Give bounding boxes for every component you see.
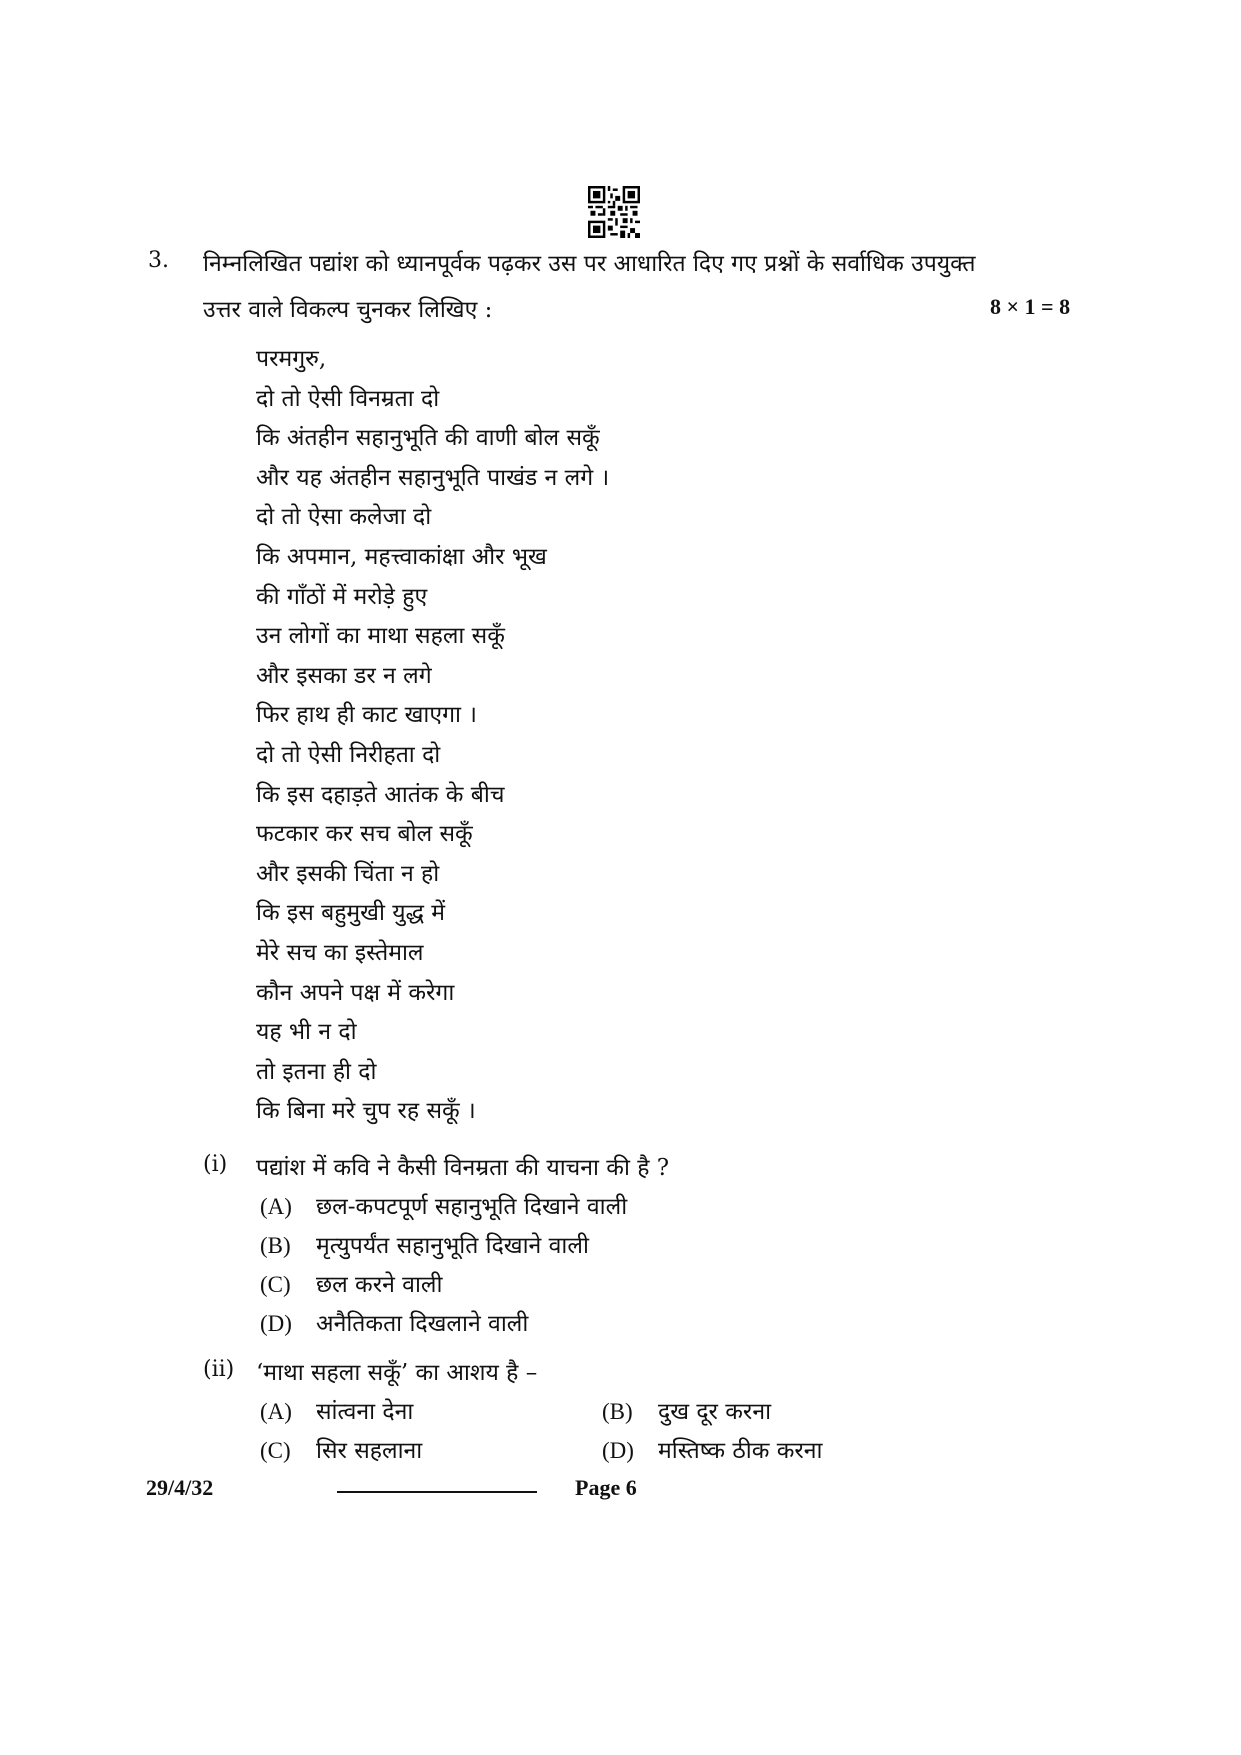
option-text: सांत्वना देना [316, 1399, 414, 1425]
poem-line: दो तो ऐसी निरीहता दो [256, 741, 441, 768]
subquestion-2-text: ‘माथा सहला सकूँ’ का आशय है – [256, 1360, 538, 1386]
poem-line: कि इस बहुमुखी युद्ध में [256, 900, 446, 927]
poem-stanza [256, 340, 609, 1132]
option-label: (B) [260, 1233, 291, 1258]
poem-line: की गाँठों में मरोड़े हुए [256, 583, 428, 610]
subquestion-1-option-c[interactable] [260, 1267, 442, 1299]
option-label: (D) [602, 1438, 634, 1463]
option-text: मस्तिष्क ठीक करना [658, 1438, 823, 1464]
subquestion-2-number: (ii) [203, 1357, 235, 1382]
question-instruction-line2: उत्तर वाले विकल्प चुनकर लिखिए : [203, 297, 493, 323]
poem-line: कि बिना मरे चुप रह सकूँ । [256, 1098, 476, 1125]
option-text: अनैतिकता दिखलाने वाली [316, 1311, 529, 1337]
option-label: (A) [260, 1399, 292, 1424]
subquestion-1-text: पद्यांश में कवि ने कैसी विनम्रता की याचना की है ? [256, 1155, 670, 1181]
subquestion-1-option-a[interactable] [260, 1189, 627, 1221]
poem-line: परमगुरु, [256, 346, 327, 372]
page-number: Page 6 [575, 1475, 637, 1500]
poem-line: तो इतना ही दो [256, 1058, 377, 1085]
subquestion-1-option-d[interactable] [260, 1306, 528, 1338]
subquestion-2-option-b[interactable] [602, 1394, 771, 1426]
poem-line: दो तो ऐसी विनम्रता दो [256, 385, 440, 412]
paper-code: 29/4/32 [146, 1475, 214, 1500]
option-label: (C) [260, 1438, 291, 1463]
poem-line: उन लोगों का माथा सहला सकूँ [256, 623, 505, 650]
poem-line: कि इस दहाड़ते आतंक के बीच [256, 781, 505, 808]
subquestion-2-option-d[interactable] [602, 1433, 823, 1465]
option-label: (D) [260, 1311, 292, 1336]
poem-line: मेरे सच का इस्तेमाल [256, 939, 424, 966]
option-label: (A) [260, 1194, 292, 1219]
poem-line: फटकार कर सच बोल सकूँ [256, 821, 473, 848]
question-number: 3. [148, 248, 169, 273]
subquestion-2-option-c[interactable] [260, 1433, 422, 1465]
poem-line: और यह अंतहीन सहानुभूति पाखंड न लगे । [256, 464, 610, 491]
question-instruction-line1: निम्नलिखित पद्यांश को ध्यानपूर्वक पढ़कर उस पर आधारित दिए गए प्रश्नों के सर्वाधिक उपयुक्त [203, 251, 976, 277]
option-text: दुख दूर करना [658, 1399, 772, 1425]
poem-line: दो तो ऐसा कलेजा दो [256, 504, 432, 531]
option-label: (B) [602, 1399, 633, 1424]
option-text: सिर सहलाना [316, 1438, 423, 1464]
subquestion-1-number: (i) [203, 1152, 228, 1177]
qr-code-icon [588, 186, 640, 238]
marks-allocation: 8 × 1 = 8 [990, 294, 1071, 319]
option-label: (C) [260, 1272, 291, 1297]
subquestion-2-option-a[interactable] [260, 1394, 413, 1426]
poem-line: कि अपमान, महत्त्वाकांक्षा और भूख [256, 543, 547, 570]
option-text: छल-कपटपूर्ण सहानुभूति दिखाने वाली [316, 1194, 628, 1220]
option-text: छल करने वाली [316, 1272, 443, 1298]
poem-line: फिर हाथ ही काट खाएगा । [256, 702, 478, 729]
option-text: मृत्युपर्यंत सहानुभूति दिखाने वाली [316, 1233, 589, 1259]
poem-line: कौन अपने पक्ष में करेगा [256, 979, 455, 1006]
subquestion-1-option-b[interactable] [260, 1228, 589, 1260]
poem-line: और इसकी चिंता न हो [256, 860, 440, 887]
poem-line: और इसका डर न लगे [256, 662, 432, 689]
poem-line: यह भी न दो [256, 1019, 357, 1046]
footer-divider [337, 1491, 537, 1493]
poem-line: कि अंतहीन सहानुभूति की वाणी बोल सकूँ [256, 425, 600, 452]
